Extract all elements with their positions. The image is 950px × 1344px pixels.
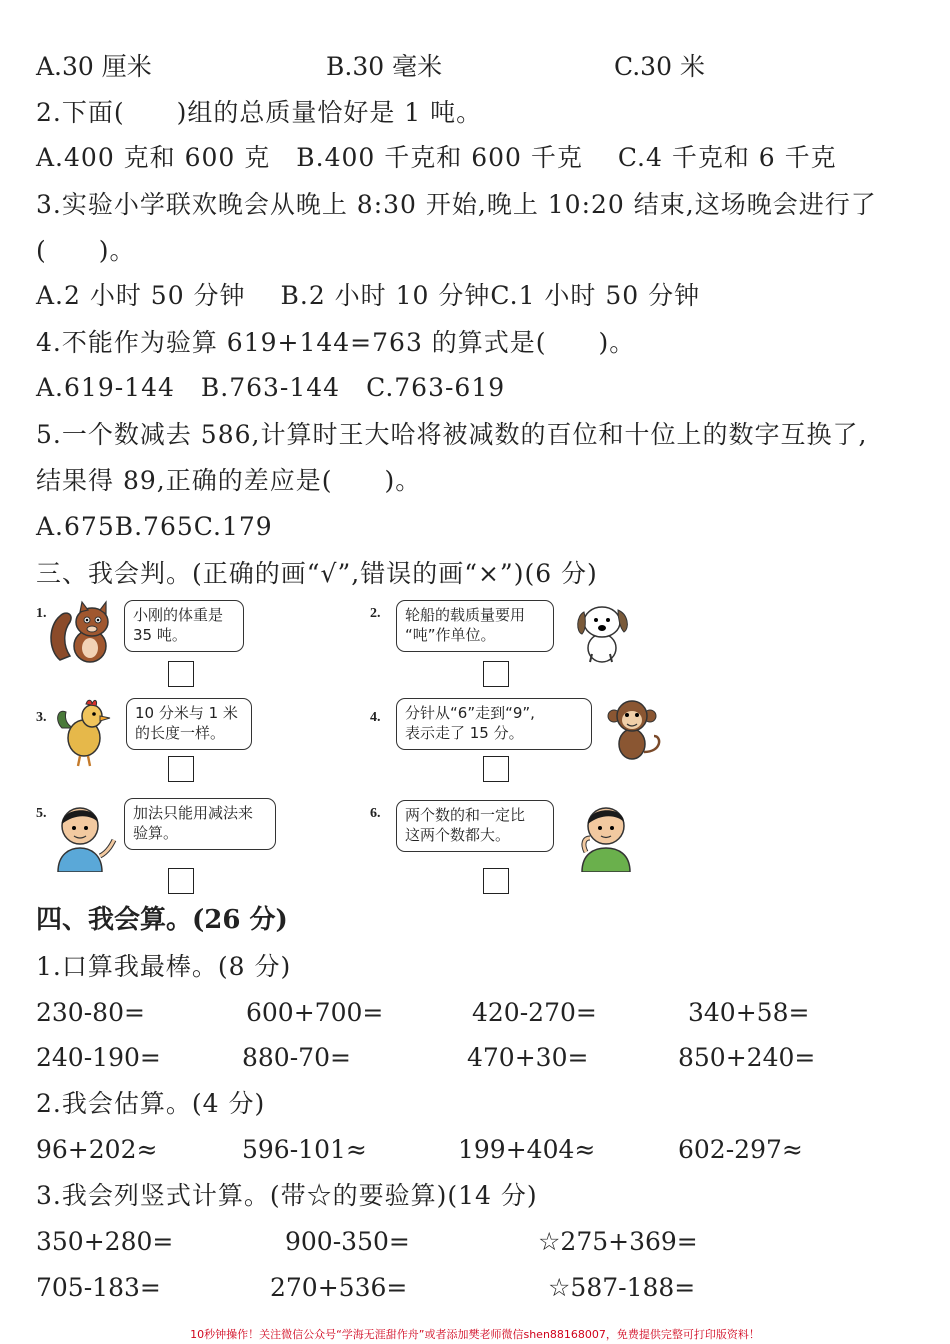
estimate-item: 199+404≈ — [458, 1135, 596, 1164]
q1-option-c: C.30 米 — [614, 52, 705, 81]
bubble-line-2: 35 吨。 — [133, 626, 187, 644]
calc-item: 850+240= — [678, 1043, 816, 1072]
estimate-item: 96+202≈ — [36, 1135, 158, 1164]
squirrel-icon — [46, 600, 120, 666]
bubble-line-1: 加法只能用减法来 — [133, 804, 254, 822]
calc-item: 470+30= — [467, 1043, 589, 1072]
monkey-icon — [602, 696, 664, 766]
vertical-calc-item: 705-183= — [36, 1273, 161, 1302]
item-number: 2. — [370, 606, 381, 621]
calc-item: 240-190= — [36, 1043, 161, 1072]
bubble-line-1: 分针从“6”走到“9”, — [405, 704, 535, 722]
bubble-line-2: 验算。 — [133, 824, 179, 842]
bubble-line-2: 这两个数都大。 — [405, 826, 511, 844]
answer-box-6[interactable] — [483, 868, 509, 894]
q1-option-b: B.30 毫米 — [326, 52, 443, 81]
estimate-item: 602-297≈ — [678, 1135, 803, 1164]
item-number: 5. — [36, 806, 47, 821]
answer-box-4[interactable] — [483, 756, 509, 782]
q4-options: A.619-144 B.763-144 C.763-619 — [36, 373, 506, 402]
calc-item: 230-80= — [36, 998, 145, 1027]
q5-options: A.675B.765C.179 — [36, 512, 273, 541]
vertical-calc-item: 270+536= — [270, 1273, 408, 1302]
item-number: 4. — [370, 710, 381, 725]
q5-stem-continued: 结果得 89,正确的差应是( )。 — [36, 466, 422, 495]
vertical-calc-item: 900-350= — [285, 1227, 410, 1256]
q3-blank: ( )。 — [36, 236, 136, 265]
footer-notice: 10秒钟操作！关注微信公众号“学海无涯甜作舟”或者添加樊老师微信shen88168007，免费提供完整可打印版资料！ — [190, 1328, 760, 1341]
bubble-line-1: 10 分米与 1 米 — [135, 704, 238, 722]
q2-stem: 2.下面( )组的总质量恰好是 1 吨。 — [36, 98, 483, 127]
q3-stem: 3.实验小学联欢晚会从晚上 8:30 开始,晚上 10:20 结束,这场晚会进行了 — [36, 190, 877, 219]
bubble-line-1: 轮船的载质量要用 — [405, 606, 526, 624]
vertical-calc-item: 350+280= — [36, 1227, 174, 1256]
calc-item: 880-70= — [242, 1043, 351, 1072]
answer-box-3[interactable] — [168, 756, 194, 782]
estimate-item: 596-101≈ — [242, 1135, 367, 1164]
q4-stem: 4.不能作为验算 619+144=763 的算式是( )。 — [36, 328, 636, 357]
item-number: 3. — [36, 710, 47, 725]
section4-sub2: 2.我会估算。(4 分) — [36, 1089, 266, 1118]
rooster-icon — [54, 698, 116, 768]
vertical-calc-item: ☆275+369= — [538, 1227, 698, 1256]
answer-box-1[interactable] — [168, 661, 194, 687]
section3-title: 三、我会判。(正确的画“√”,错误的画“×”)(6 分) — [36, 559, 598, 588]
answer-box-5[interactable] — [168, 868, 194, 894]
section4-sub3: 3.我会列竖式计算。(带☆的要验算)(14 分) — [36, 1181, 538, 1210]
bubble-line-1: 小刚的体重是 — [133, 606, 224, 624]
speech-bubble — [396, 698, 592, 750]
dog-icon — [572, 600, 634, 666]
section4-title: 四、我会算。(26 分) — [36, 905, 288, 935]
section4-sub1: 1.口算我最棒。(8 分) — [36, 952, 292, 981]
calc-item: 420-270= — [472, 998, 597, 1027]
speech-bubble — [124, 798, 276, 850]
speech-bubble — [124, 600, 244, 652]
speech-bubble — [126, 698, 252, 750]
vertical-calc-item: ☆587-188= — [548, 1273, 696, 1302]
bubble-line-1: 两个数的和一定比 — [405, 806, 526, 824]
boy-thinking-icon — [572, 798, 640, 872]
answer-box-2[interactable] — [483, 661, 509, 687]
calc-item: 340+58= — [688, 998, 810, 1027]
boy-icon — [44, 800, 120, 872]
q3-options: A.2 小时 50 分钟 B.2 小时 10 分钟C.1 小时 50 分钟 — [36, 281, 701, 310]
item-number: 6. — [370, 806, 381, 821]
calc-item: 600+700= — [246, 998, 384, 1027]
bubble-line-2: 表示走了 15 分。 — [405, 724, 524, 742]
speech-bubble — [396, 800, 554, 852]
q5-stem: 5.一个数减去 586,计算时王大哈将被减数的百位和十位上的数字互换了, — [36, 420, 868, 449]
item-number: 1. — [36, 606, 47, 621]
bubble-line-2: 的长度一样。 — [135, 724, 226, 742]
speech-bubble — [396, 600, 554, 652]
q1-option-a: A.30 厘米 — [36, 52, 152, 81]
bubble-line-2: “吨”作单位。 — [405, 626, 496, 644]
q2-options: A.400 克和 600 克 B.400 千克和 600 千克 C.4 千克和 6 千克 — [36, 143, 837, 172]
